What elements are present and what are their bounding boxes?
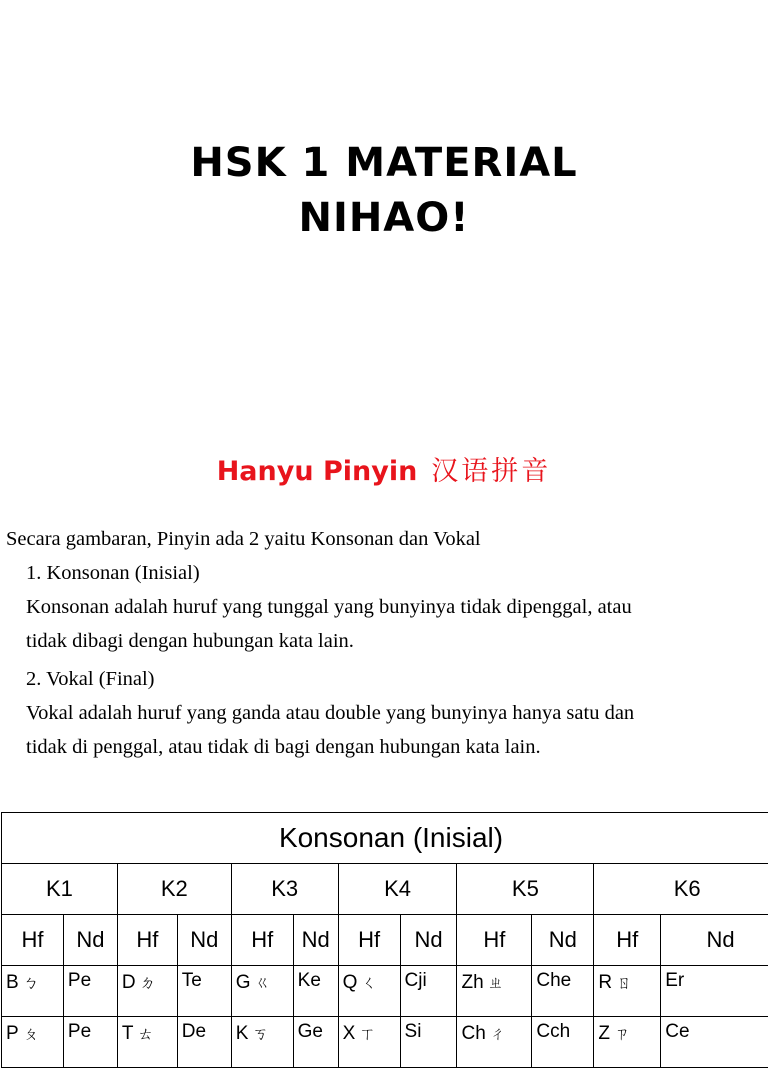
nd-cell: Cch [532,1017,594,1068]
col-header-hf: Hf [231,915,293,966]
section-heading [0,452,768,492]
group-k5: K5 [457,864,594,915]
col-header-hf: Hf [338,915,400,966]
zhuyin-symbol: ㄍ [255,973,271,992]
hf-letter: Zh [461,972,483,993]
intro-text: Secara gambaran, Pinyin ada 2 yaitu Konsonan dan Vokal [6,522,756,556]
hf-letter: P [6,1023,19,1044]
hf-cell [594,966,661,1017]
hf-letter: D [122,972,136,993]
item-2-heading: 2. Vokal (Final) [6,662,756,696]
hf-letter: Q [343,972,358,993]
hf-cell [117,966,177,1017]
zhuyin-symbol: ㄓ [488,973,504,992]
hf-cell [594,1017,661,1068]
nd-cell: Che [532,966,594,1017]
hf-letter: R [598,972,612,993]
col-header-hf: Hf [457,915,532,966]
column-header-row [2,915,768,966]
zhuyin-symbol: ㄊ [137,1024,153,1043]
zhuyin-symbol: ㄅ [23,973,39,992]
hf-letter: B [6,972,19,993]
zhuyin-symbol: ㄖ [616,973,632,992]
nd-cell: Ge [293,1017,338,1068]
hf-cell [338,1017,400,1068]
col-header-nd: Nd [400,915,457,966]
nd-cell: De [177,1017,231,1068]
group-header-row [2,864,768,915]
col-header-hf: Hf [2,915,64,966]
group-k3: K3 [231,864,338,915]
hf-letter: Ch [461,1023,485,1044]
table-caption: Konsonan (Inisial) [2,813,768,864]
hf-cell [457,1017,532,1068]
col-header-nd: Nd [63,915,117,966]
nd-cell: Ke [293,966,338,1017]
col-header-hf: Hf [117,915,177,966]
hf-cell [117,1017,177,1068]
col-header-nd: Nd [661,915,768,966]
group-k6: K6 [594,864,768,915]
nd-cell: Te [177,966,231,1017]
hf-cell [231,966,293,1017]
section-heading-hanzi: 汉语拼音 [431,456,551,487]
item-2-text-line-2: tidak di penggal, atau tidak di bagi dengan hubungan kata lain. [6,730,756,764]
nd-cell: Pe [63,1017,117,1068]
col-header-hf: Hf [594,915,661,966]
zhuyin-symbol: ㄒ [359,1024,375,1043]
item-1-text-line-1: Konsonan adalah huruf yang tunggal yang bunyinya tidak dipenggal, atau [6,590,756,624]
hf-letter: G [236,972,251,993]
body-text [6,522,756,764]
nd-cell: Ce [661,1017,768,1068]
hf-cell [457,966,532,1017]
zhuyin-symbol: ㄗ [614,1024,630,1043]
hf-letter: X [343,1023,356,1044]
hf-letter: Z [598,1023,610,1044]
item-1-heading: 1. Konsonan (Inisial) [6,556,756,590]
zhuyin-symbol: ㄔ [490,1024,506,1043]
nd-cell: Er [661,966,768,1017]
item-2-text-line-1: Vokal adalah huruf yang ganda atau double yang bunyinya hanya satu dan [6,696,756,730]
hf-cell [338,966,400,1017]
col-header-nd: Nd [177,915,231,966]
nd-cell: Pe [63,966,117,1017]
item-1-text-line-2: tidak dibagi dengan hubungan kata lain. [6,624,756,658]
nd-cell: Cji [400,966,457,1017]
consonant-table [1,812,768,1068]
nd-cell: Si [400,1017,457,1068]
group-k1: K1 [2,864,118,915]
hf-letter: T [122,1023,134,1044]
hf-letter: K [236,1023,249,1044]
section-heading-latin: Hanyu Pinyin [217,456,418,487]
group-k2: K2 [117,864,231,915]
col-header-nd: Nd [532,915,594,966]
hf-cell [2,966,64,1017]
zhuyin-symbol: ㄉ [140,973,156,992]
zhuyin-symbol: ㄑ [361,973,377,992]
table-row [2,1017,768,1068]
col-header-nd: Nd [293,915,338,966]
page-title-line-1: HSK 1 MATERIAL [0,140,768,186]
hf-cell [231,1017,293,1068]
zhuyin-symbol: ㄆ [23,1024,39,1043]
page-title-line-2: NIHAO! [0,195,768,241]
hf-cell [2,1017,64,1068]
group-k4: K4 [338,864,457,915]
table-row [2,966,768,1017]
zhuyin-symbol: ㄎ [252,1024,268,1043]
